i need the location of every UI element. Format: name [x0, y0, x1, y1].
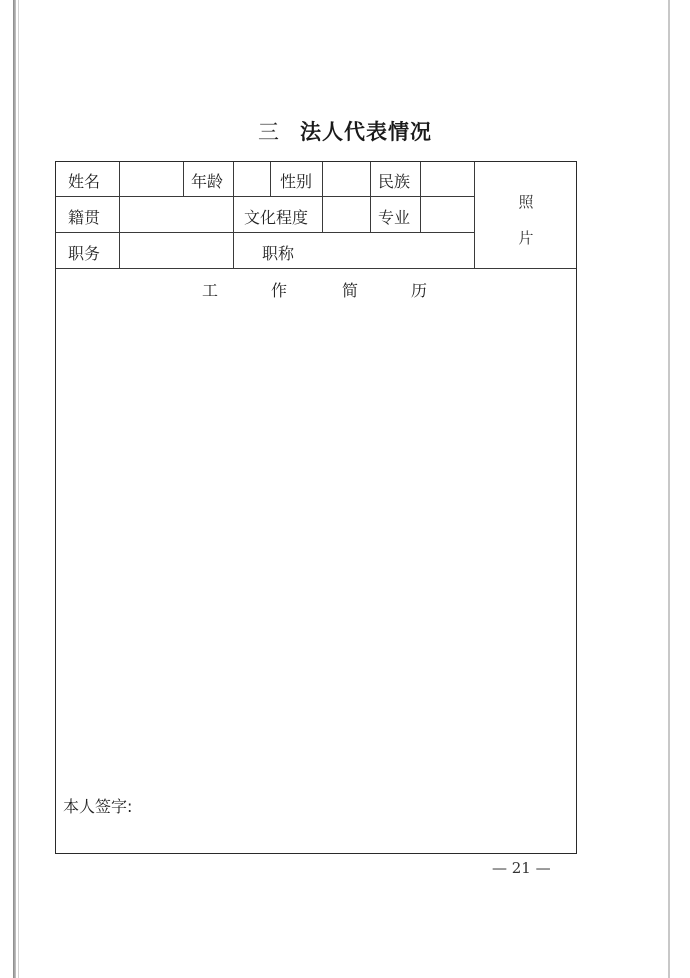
- professional-title-field[interactable]: [323, 233, 473, 267]
- resume-title-char: 历: [411, 281, 428, 300]
- photo-label-bottom: 片: [518, 229, 534, 247]
- col-divider: [270, 162, 271, 196]
- col-divider: [183, 162, 184, 196]
- gender-field[interactable]: [323, 163, 369, 195]
- ethnicity-field[interactable]: [421, 163, 473, 195]
- work-resume-heading: [56, 281, 576, 303]
- col-divider: [370, 162, 371, 232]
- resume-title-char: 简: [342, 281, 359, 300]
- name-label: 姓名: [68, 172, 101, 191]
- page-title: [0, 114, 690, 150]
- work-resume-area[interactable]: [62, 310, 570, 790]
- info-table-bottom: [56, 268, 576, 269]
- resume-title-char: 工: [202, 281, 219, 300]
- section-title: 法人代表情况: [300, 119, 432, 144]
- professional-title-label: 职称: [262, 244, 295, 263]
- age-field[interactable]: [234, 163, 269, 195]
- age-label: 年龄: [191, 172, 224, 191]
- signature-label: 本人签字:: [63, 797, 133, 816]
- major-label: 专业: [378, 208, 411, 227]
- native-place-label: 籍贯: [68, 208, 101, 227]
- page-number: — 21 —: [492, 859, 551, 877]
- native-place-field[interactable]: [120, 197, 232, 231]
- gender-label: 性别: [280, 172, 313, 191]
- ethnicity-label: 民族: [378, 172, 411, 191]
- major-field[interactable]: [421, 197, 473, 231]
- education-label: 文化程度: [244, 208, 309, 227]
- signature-field[interactable]: [145, 797, 345, 819]
- photo-label-top: 照: [518, 193, 534, 211]
- photo-box[interactable]: [475, 163, 575, 267]
- section-number: 三: [258, 120, 280, 144]
- education-field[interactable]: [323, 197, 369, 231]
- position-field[interactable]: [120, 233, 232, 267]
- name-field[interactable]: [120, 163, 182, 195]
- resume-title-char: 作: [271, 281, 288, 300]
- position-label: 职务: [68, 244, 101, 263]
